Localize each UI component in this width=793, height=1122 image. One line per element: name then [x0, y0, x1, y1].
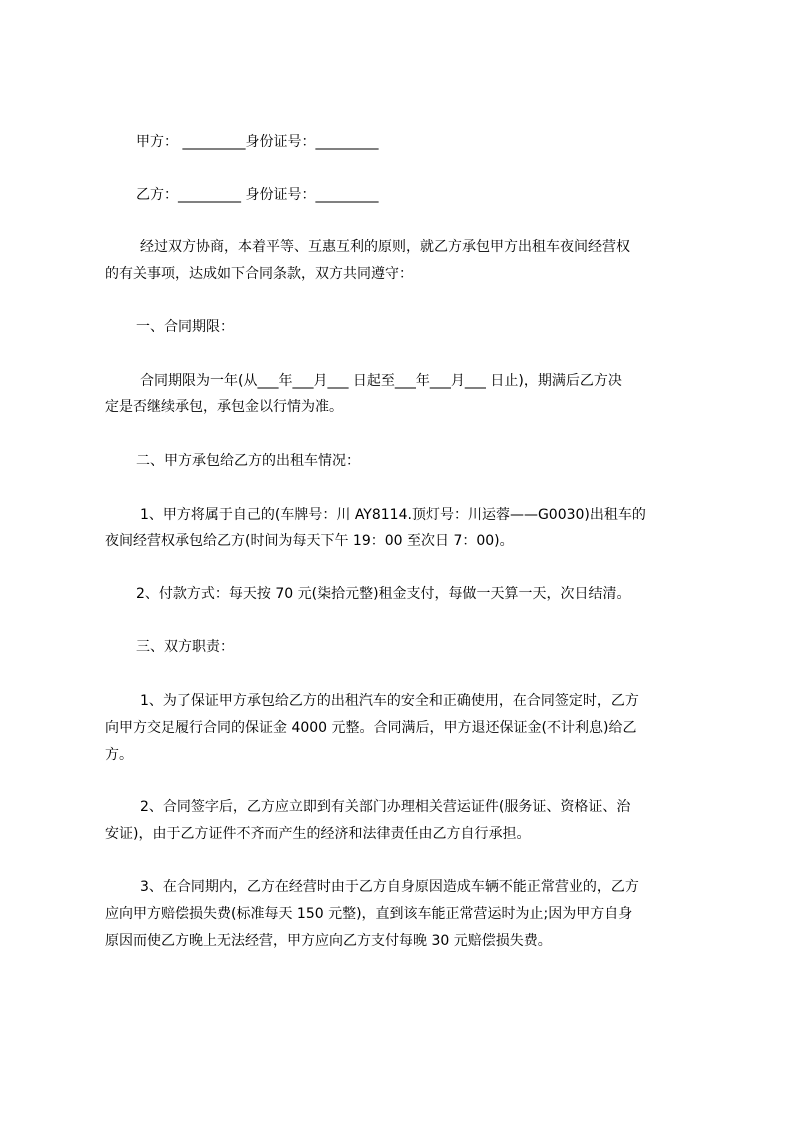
section3-item1-line-2: 向甲方交足履行合同的保证金 4000 元整。合同满后，甲方退还保证金(不计利息)给乙: [105, 720, 637, 736]
section3-item3-line-3: 原因而使乙方晚上无法经营，甲方应向乙方支付每晚 30 元赔偿损失费。: [105, 933, 552, 949]
section1-body-line-1: 合同期限为一年(从___年___月___ 日起至___年___月___ 日止)，期满后乙方决: [140, 373, 622, 389]
section2-item2-line-1: 2、付款方式：每天按 70 元(柒拾元整)租金支付，每做一天算一天，次日结清。: [136, 586, 631, 602]
section3-item2-line-1: 2、合同签字后，乙方应立即到有关部门办理相关营运证件(服务证、资格证、治: [140, 799, 631, 815]
intro-line-1: 经过双方协商，本着平等、互惠互利的原则，就乙方承包甲方出租车夜间经营权: [140, 239, 630, 255]
section3-heading: 三、双方职责：: [136, 639, 234, 655]
section1-heading: 一、合同期限：: [136, 319, 234, 335]
section1-body-line-2: 定是否继续承包，承包金以行情为准。: [105, 399, 343, 415]
section3-item1-line-1: 1、为了保证甲方承包给乙方的出租汽车的安全和正确使用，在合同签定时，乙方: [140, 693, 639, 709]
section2-item1-line-1: 1、甲方将属于自己的(车牌号：川 AY8114.顶灯号：川运蓉——G0030)出租车的: [140, 507, 646, 523]
party-a-line: 甲方： _________身份证号：_________: [136, 134, 379, 150]
party-b-line: 乙方：_________ 身份证号：_________: [136, 187, 379, 203]
section3-item3-line-2: 应向甲方赔偿损失费(标准每天 150 元整)，直到该车能正常营运时为止;因为甲方自身: [105, 906, 633, 922]
section3-item2-line-2: 安证)，由于乙方证件不齐而产生的经济和法律责任由乙方自行承担。: [105, 826, 531, 842]
intro-line-2: 的有关事项，达成如下合同条款，双方共同遵守：: [105, 266, 413, 282]
section3-item3-line-1: 3、在合同期内，乙方在经营时由于乙方自身原因造成车辆不能正常营业的，乙方: [140, 879, 639, 895]
section2-heading: 二、甲方承包给乙方的出租车情况：: [136, 453, 360, 469]
section3-item1-line-3: 方。: [105, 747, 133, 763]
section2-item1-line-2: 夜间经营权承包给乙方(时间为每天下午 19：00 至次日 7：00)。: [105, 533, 514, 549]
